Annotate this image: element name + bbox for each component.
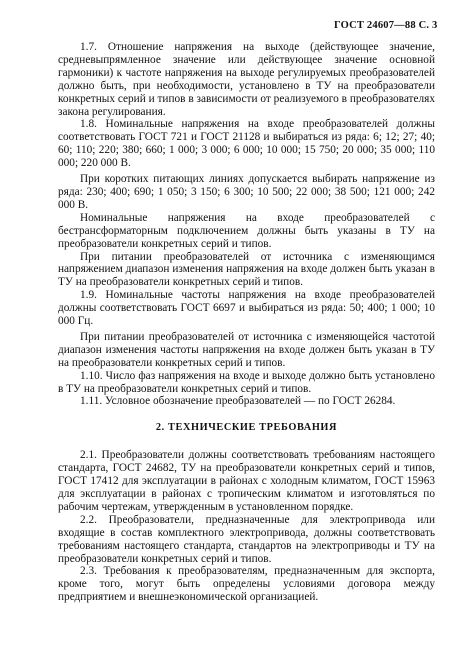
section-heading: 2. ТЕХНИЧЕСКИЕ ТРЕБОВАНИЯ [155,422,338,434]
clause-1-8-short-lines: При коротких питающих линиях допускается выбирать напряжение из ряда: 230; 400; 690; 1 050; 3 150; 6 300; 10 500; 22 000; 38 500; 121 000; 242 000 В. [58,173,435,211]
clause-1-11: 1.11. Условное обозначение преобразователей — по ГОСТ 26284. [80,395,396,408]
clause-2-1: 2.1. Преобразователи должны соответствовать требованиям настоящего стандарта, ГОСТ 24682, ТУ на преобразователи конкретных серий и типов, ГОСТ 17412 для эксплуатации в районах с холодным климатом, ГОСТ 15963 для эксплуатации в районах с тропическим климатом и изготовляться по рабочим чертежам, утвержденным в установленном порядке. [58,449,435,513]
clause-1-8-transformerless: Номинальные напряжения на входе преобразователей с бестрансформаторным подключением должны быть указаны в ТУ на преобразователи конкретных серий и типов. [58,211,435,250]
document-body [58,41,435,604]
clause-2-2: 2.2. Преобразователи, предназначенные для электропривода или входящие в состав комплектного электропривода, должны соответствовать требованиям настоящего стандарта, стандартов на электроприводы и ТУ на преобразователи конкретных серий и типов. [58,513,435,565]
clause-2-3: 2.3. Требования к преобразователям, предназначенным для экспорта, кроме того, могут быть определены условиями договора между предприятием и внешнеэкономической организацией. [58,565,435,604]
clause-1-10: 1.10. Число фаз напряжения на входе и выходе должно быть установлено в ТУ на преобразователи конкретных серий и типов. [58,369,435,395]
clause-1-7: 1.7. Отношение напряжения на выходе (действующее значение, средневыпрямленное значение или действующее значение основной гармоники) к частоте напряжения на выходе регулируемых преобразователей должно быть, при необходимости, установлено в ТУ на преобразователи конкретных серий и типов в зависимости от реализуемого в преобразователях закона регулирования. [58,41,435,118]
clause-1-8: 1.8. Номинальные напряжения на входе преобразователей должны соответствовать ГОСТ 721 и ГОСТ 21128 и выбираться из ряда: 6; 12; 27; 40; 60; 110; 220; 380; 660; 1 000; 3 000; 6 000; 10 000; 15 750; 20 000; 35 000; 110 000; 220 000 В. [58,118,435,170]
clause-1-9: 1.9. Номинальные частоты напряжения на входе преобразователей должны соответствовать ГОСТ 6697 и выбираться из ряда: 50; 400; 1 000; 10 000 Гц. [58,289,435,328]
clause-1-8-variable-voltage: При питании преобразователей от источника с изменяющимся напряжением диапазон изменения напряжения на входе должен быть указан в ТУ на преобразователи конкретных серий и типов. [58,250,435,289]
clause-1-9-variable-frequency: При питании преобразователей от источника с изменяющейся частотой диапазон изменения частоты напряжения на входе должен быть указан в ТУ на преобразователи конкретных серий и типов. [58,330,435,369]
running-header: ГОСТ 24607—88 С. 3 [334,20,438,31]
